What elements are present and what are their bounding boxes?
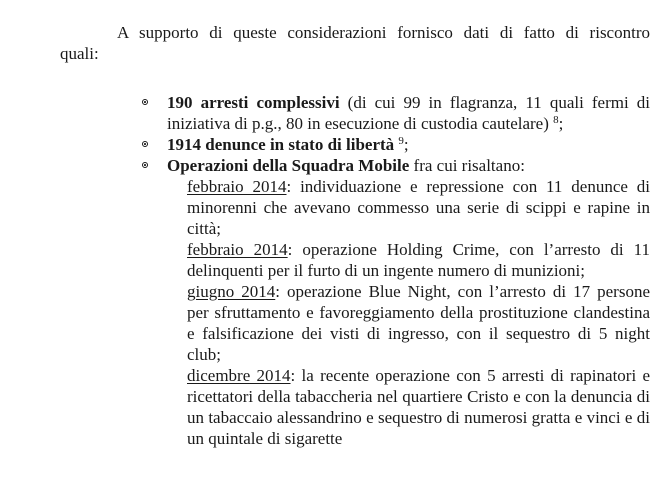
arrests-text: (di cui 99 in flagranza, 11 quali fermi di iniziativa di p.g., 80 in esecuzione di custodia cautelare) <box>167 93 650 133</box>
bullet-circle-icon <box>142 141 148 147</box>
intro-line-1: A supporto di queste considerazioni fornisco dati di fatto di riscontro <box>117 23 650 42</box>
operation-date: febbraio 2014 <box>187 177 287 196</box>
bullet-circle-icon <box>142 99 148 105</box>
arrests-end: ; <box>558 114 564 133</box>
operation-description: : la recente operazione con 5 arresti di rapinatori e ricettatori della tabaccheria nel quartiere Cristo e con la denuncia di un tabaccaio alessandrino e sequestro di numerosi gratta e vinci e di un quintale di sigarette <box>187 366 651 448</box>
operation-item <box>187 365 650 449</box>
arrests-heading: 190 arresti complessivi <box>167 93 340 112</box>
operations-list <box>167 176 650 449</box>
bullet-list <box>140 92 650 449</box>
denunce-end: ; <box>403 135 409 154</box>
bullet-arrests <box>140 92 650 134</box>
mobile-heading: Operazioni della Squadra Mobile <box>167 156 410 175</box>
operation-date: febbraio 2014 <box>187 240 288 259</box>
mobile-text: fra cui risaltano: <box>409 156 525 175</box>
operation-date: giugno 2014 <box>187 282 276 301</box>
operation-item <box>187 281 650 365</box>
intro-paragraph <box>60 22 650 64</box>
footnote-ref-8[interactable]: 8 <box>553 114 559 126</box>
bullet-denunce <box>140 134 650 155</box>
operation-description: : operazione Holding Crime, con l’arresto di 11 delinquenti per il furto di un ingente numero di munizioni; <box>187 240 651 280</box>
operation-item <box>187 176 650 239</box>
intro-line-2: quali: <box>60 44 99 63</box>
operation-description: : individuazione e repressione con 11 denunce di minorenni che avevano commesso una serie di scippi e rapine in città; <box>187 177 650 238</box>
bullet-circle-icon <box>142 162 148 168</box>
operation-item <box>187 239 650 281</box>
operation-date: dicembre 2014 <box>187 366 291 385</box>
operation-description: : operazione Blue Night, con l’arresto di 17 persone per sfruttamento e favoreggiamento della prostituzione clandestina e falsificazione dei visti di ingresso, con il sequestro di 5 night club; <box>187 282 650 364</box>
bullet-squadra-mobile <box>140 155 650 449</box>
denunce-heading: 1914 denunce in stato di libertà <box>167 135 395 154</box>
footnote-ref-9[interactable]: 9 <box>398 135 404 147</box>
